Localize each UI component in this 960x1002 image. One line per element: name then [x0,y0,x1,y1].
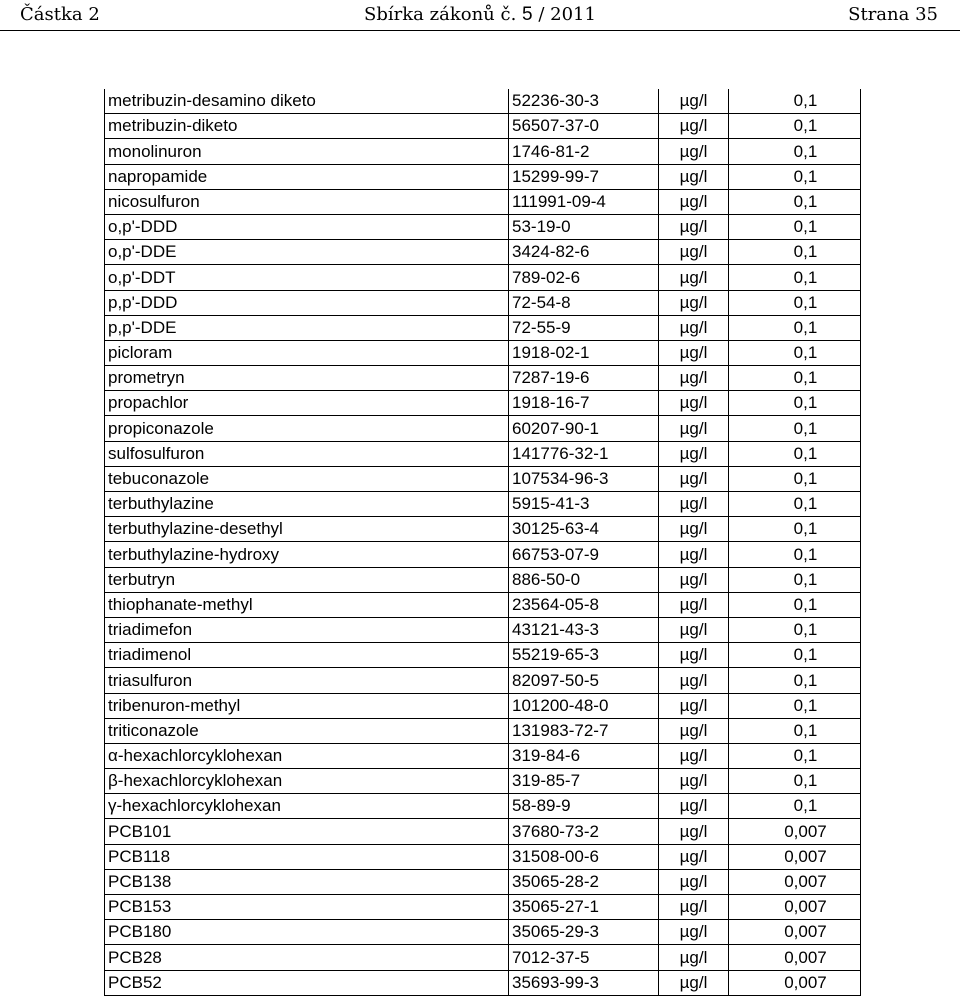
substance-limits-table [104,89,861,996]
unit-cell: µg/l [659,416,729,441]
table-row [105,315,861,340]
table-row [105,441,861,466]
substance-name-cell: nicosulfuron [105,189,509,214]
unit-cell: µg/l [659,743,729,768]
table-row [105,517,861,542]
unit-cell: µg/l [659,466,729,491]
substance-name-cell: triadimenol [105,643,509,668]
table-row [105,391,861,416]
limit-value-cell: 0,1 [729,668,861,693]
substance-name-cell: PCB101 [105,819,509,844]
table-row [105,542,861,567]
cas-number-cell: 111991-09-4 [509,189,659,214]
limit-value-cell: 0,1 [729,517,861,542]
table-body [105,89,861,995]
unit-cell: µg/l [659,542,729,567]
cas-number-cell: 31508-00-6 [509,844,659,869]
unit-cell: µg/l [659,567,729,592]
cas-number-cell: 35065-27-1 [509,895,659,920]
unit-cell: µg/l [659,769,729,794]
table-row [105,265,861,290]
substance-name-cell: triticonazole [105,718,509,743]
limit-value-cell: 0,1 [729,189,861,214]
table-row [105,945,861,970]
limit-value-cell: 0,007 [729,895,861,920]
unit-cell: µg/l [659,290,729,315]
limit-value-cell: 0,1 [729,718,861,743]
cas-number-cell: 107534-96-3 [509,466,659,491]
limit-value-cell: 0,007 [729,920,861,945]
substance-name-cell: PCB153 [105,895,509,920]
cas-number-cell: 1918-02-1 [509,340,659,365]
substance-name-cell: metribuzin-diketo [105,114,509,139]
cas-number-cell: 37680-73-2 [509,819,659,844]
table-row [105,794,861,819]
table-row [105,164,861,189]
cas-number-cell: 1918-16-7 [509,391,659,416]
limit-value-cell: 0,1 [729,466,861,491]
substance-name-cell: terbutryn [105,567,509,592]
cas-number-cell: 319-84-6 [509,743,659,768]
unit-cell: µg/l [659,819,729,844]
cas-number-cell: 1746-81-2 [509,139,659,164]
cas-number-cell: 7287-19-6 [509,366,659,391]
table-row [105,567,861,592]
substance-name-cell: α-hexachlorcyklohexan [105,743,509,768]
substance-name-cell: terbuthylazine [105,492,509,517]
table-row [105,114,861,139]
issue-number: 5 [522,4,533,25]
limit-value-cell: 0,1 [729,492,861,517]
unit-cell: µg/l [659,517,729,542]
unit-cell: µg/l [659,214,729,239]
unit-cell: µg/l [659,592,729,617]
cas-number-cell: 55219-65-3 [509,643,659,668]
unit-cell: µg/l [659,844,729,869]
substance-name-cell: PCB138 [105,869,509,894]
unit-cell: µg/l [659,617,729,642]
cas-number-cell: 7012-37-5 [509,945,659,970]
cas-number-cell: 3424-82-6 [509,240,659,265]
limit-value-cell: 0,1 [729,164,861,189]
limit-value-cell: 0,1 [729,139,861,164]
table-row [105,693,861,718]
unit-cell: µg/l [659,315,729,340]
unit-cell: µg/l [659,945,729,970]
unit-cell: µg/l [659,89,729,114]
collection-title [0,4,960,26]
substance-name-cell: triasulfuron [105,668,509,693]
page-number: Strana 35 [848,4,938,25]
limit-value-cell: 0,1 [729,214,861,239]
unit-cell: µg/l [659,114,729,139]
substance-name-cell: terbuthylazine-hydroxy [105,542,509,567]
table-row [105,189,861,214]
unit-cell: µg/l [659,391,729,416]
table-row [105,89,861,114]
cas-number-cell: 35065-29-3 [509,920,659,945]
unit-cell: µg/l [659,920,729,945]
table-row [105,643,861,668]
cas-number-cell: 72-55-9 [509,315,659,340]
substance-name-cell: γ-hexachlorcyklohexan [105,794,509,819]
cas-number-cell: 789-02-6 [509,265,659,290]
substance-name-cell: tebuconazole [105,466,509,491]
unit-cell: µg/l [659,492,729,517]
limit-value-cell: 0,1 [729,290,861,315]
issue-year: / 2011 [538,4,596,25]
unit-cell: µg/l [659,441,729,466]
cas-number-cell: 30125-63-4 [509,517,659,542]
substance-name-cell: o,p'-DDT [105,265,509,290]
cas-number-cell: 66753-07-9 [509,542,659,567]
limit-value-cell: 0,1 [729,592,861,617]
substance-name-cell: monolinuron [105,139,509,164]
limit-value-cell: 0,007 [729,869,861,894]
limit-value-cell: 0,007 [729,819,861,844]
limit-value-cell: 0,1 [729,769,861,794]
table-row [105,970,861,995]
substance-name-cell: p,p'-DDE [105,315,509,340]
cas-number-cell: 60207-90-1 [509,416,659,441]
cas-number-cell: 72-54-8 [509,290,659,315]
unit-cell: µg/l [659,164,729,189]
cas-number-cell: 52236-30-3 [509,89,659,114]
substance-name-cell: o,p'-DDE [105,240,509,265]
table-row [105,920,861,945]
table-row [105,743,861,768]
substance-name-cell: propiconazole [105,416,509,441]
unit-cell: µg/l [659,340,729,365]
cas-number-cell: 23564-05-8 [509,592,659,617]
limit-value-cell: 0,1 [729,441,861,466]
substance-name-cell: thiophanate-methyl [105,592,509,617]
unit-cell: µg/l [659,794,729,819]
substance-name-cell: napropamide [105,164,509,189]
limit-value-cell: 0,1 [729,340,861,365]
limit-value-cell: 0,1 [729,542,861,567]
unit-cell: µg/l [659,643,729,668]
page-header [0,0,960,31]
limit-value-cell: 0,1 [729,89,861,114]
limit-value-cell: 0,1 [729,617,861,642]
cas-number-cell: 319-85-7 [509,769,659,794]
substance-name-cell: β-hexachlorcyklohexan [105,769,509,794]
limit-value-cell: 0,007 [729,945,861,970]
cas-number-cell: 886-50-0 [509,567,659,592]
table-row [105,290,861,315]
cas-number-cell: 141776-32-1 [509,441,659,466]
table-row [105,492,861,517]
table-row [105,592,861,617]
substance-name-cell: sulfosulfuron [105,441,509,466]
table-row [105,214,861,239]
limit-value-cell: 0,1 [729,391,861,416]
unit-cell: µg/l [659,366,729,391]
cas-number-cell: 5915-41-3 [509,492,659,517]
unit-cell: µg/l [659,693,729,718]
substance-name-cell: prometryn [105,366,509,391]
table-row [105,668,861,693]
table-row [105,240,861,265]
unit-cell: µg/l [659,895,729,920]
cas-number-cell: 53-19-0 [509,214,659,239]
substance-name-cell: o,p'-DDD [105,214,509,239]
unit-cell: µg/l [659,668,729,693]
limit-value-cell: 0,1 [729,416,861,441]
substance-name-cell: picloram [105,340,509,365]
limit-value-cell: 0,007 [729,844,861,869]
table-row [105,139,861,164]
substance-name-cell: PCB52 [105,970,509,995]
limit-value-cell: 0,1 [729,366,861,391]
limit-value-cell: 0,1 [729,567,861,592]
substance-name-cell: tribenuron-methyl [105,693,509,718]
part-label: Částka 2 [20,4,100,25]
unit-cell: µg/l [659,718,729,743]
collection-name: Sbírka zákonů č. [364,4,517,25]
table-row [105,416,861,441]
limit-value-cell: 0,007 [729,970,861,995]
table-row [105,340,861,365]
unit-cell: µg/l [659,189,729,214]
cas-number-cell: 101200-48-0 [509,693,659,718]
substance-name-cell: PCB118 [105,844,509,869]
limit-value-cell: 0,1 [729,693,861,718]
table-row [105,819,861,844]
table-row [105,617,861,642]
substance-name-cell: terbuthylazine-desethyl [105,517,509,542]
unit-cell: µg/l [659,139,729,164]
substance-name-cell: p,p'-DDD [105,290,509,315]
cas-number-cell: 35065-28-2 [509,869,659,894]
substance-name-cell: propachlor [105,391,509,416]
limit-value-cell: 0,1 [729,240,861,265]
limit-value-cell: 0,1 [729,643,861,668]
limit-value-cell: 0,1 [729,794,861,819]
cas-number-cell: 131983-72-7 [509,718,659,743]
table-row [105,466,861,491]
table-row [105,769,861,794]
table-row [105,366,861,391]
limit-value-cell: 0,1 [729,265,861,290]
unit-cell: µg/l [659,265,729,290]
limit-value-cell: 0,1 [729,743,861,768]
substance-name-cell: metribuzin-desamino diketo [105,89,509,114]
cas-number-cell: 15299-99-7 [509,164,659,189]
cas-number-cell: 56507-37-0 [509,114,659,139]
limit-value-cell: 0,1 [729,315,861,340]
cas-number-cell: 35693-99-3 [509,970,659,995]
unit-cell: µg/l [659,869,729,894]
substance-name-cell: triadimefon [105,617,509,642]
cas-number-cell: 82097-50-5 [509,668,659,693]
substance-name-cell: PCB180 [105,920,509,945]
cas-number-cell: 43121-43-3 [509,617,659,642]
table-row [105,718,861,743]
substance-name-cell: PCB28 [105,945,509,970]
table-row [105,844,861,869]
unit-cell: µg/l [659,970,729,995]
unit-cell: µg/l [659,240,729,265]
limit-value-cell: 0,1 [729,114,861,139]
cas-number-cell: 58-89-9 [509,794,659,819]
table-row [105,869,861,894]
table-row [105,895,861,920]
